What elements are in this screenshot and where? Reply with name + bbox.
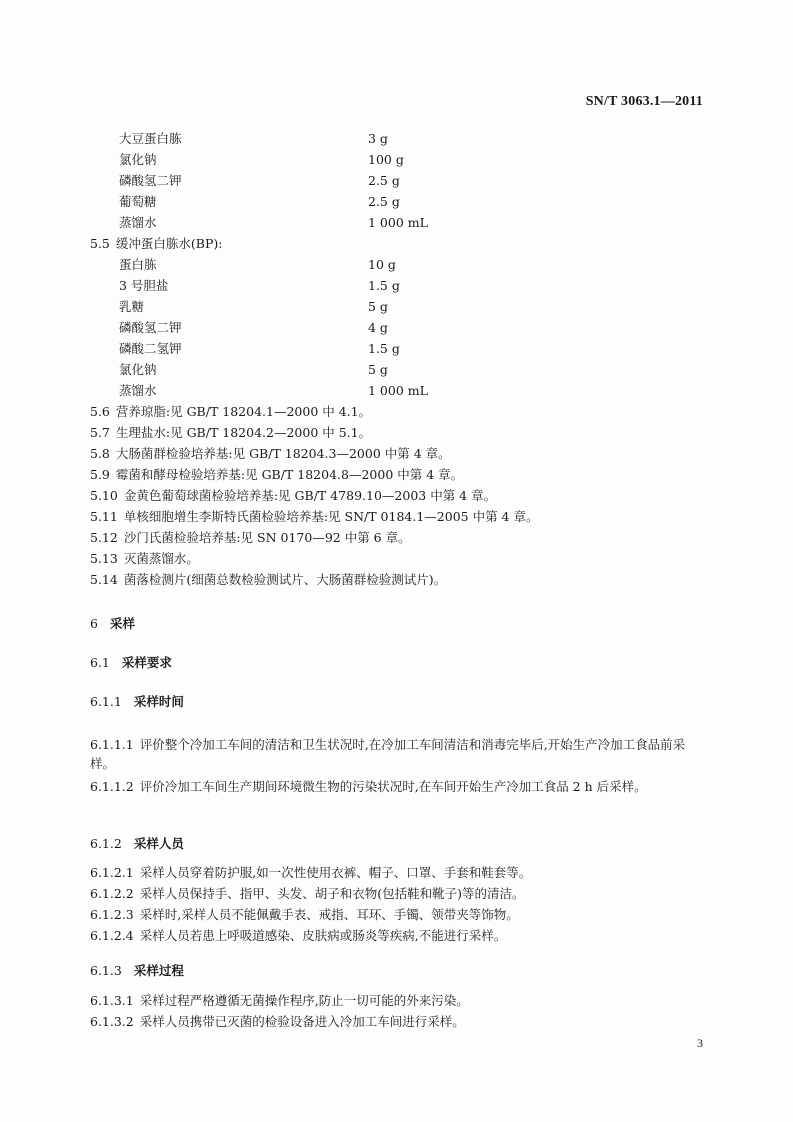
heading-title: 采样时间 [133,694,184,709]
ingredient-name: 磷酸二氢钾 [119,341,182,356]
ingredient-qty: 3 g [368,131,388,146]
heading-6 [90,616,135,632]
ingredient-qty: 1.5 g [368,341,400,356]
ingredient-name: 氯化钠 [119,362,157,377]
item-text: 采样人员穿着防护服,如一次性使用衣裤、帽子、口罩、手套和鞋套等。 [139,865,532,880]
item-number: 5.13 [90,551,118,566]
ingredient-name: 氯化钠 [119,152,157,167]
standard-code: SN/T 3063.1—2011 [585,94,703,109]
item-number: 5.9 [90,467,110,482]
heading-number: 6.1 [90,655,110,670]
ingredient-name: 磷酸氢二钾 [119,173,182,188]
item-number: 6.1.2.4 [90,928,134,943]
paragraph-6-1-1-2 [90,777,702,796]
item-number: 5.8 [90,446,110,461]
ingredient-qty: 4 g [368,320,388,335]
heading-title: 采样人员 [133,836,184,851]
item-text: 霉菌和酵母检验培养基:见 GB/T 18204.8—2000 中第 4 章。 [115,467,464,482]
item-5-13 [90,551,199,567]
item-text: 菌落检测片(细菌总数检验测试片、大肠菌群检验测试片)。 [123,572,447,587]
item-text: 采样时,采样人员不能佩戴手表、戒指、耳环、手镯、领带夹等饰物。 [139,907,519,922]
item-6-1-2-3 [90,907,519,923]
heading-title: 采样要求 [121,655,172,670]
item-number: 5.12 [90,530,118,545]
ingredient-qty: 10 g [368,257,396,272]
item-6-1-2-2 [90,886,525,902]
item-6-1-2-4 [90,928,506,944]
heading-6-1-2 [90,836,184,852]
item-text: 单核细胞增生李斯特氏菌检验培养基:见 SN/T 0184.1—2005 中第 4 章。 [123,509,539,524]
item-text: 采样人员若患上呼吸道感染、皮肤病或肠炎等疾病,不能进行采样。 [139,928,507,943]
item-text: 大肠菌群检验培养基:见 GB/T 18204.3—2000 中第 4 章。 [115,446,451,461]
item-text: 生理盐水:见 GB/T 18204.2—2000 中 5.1。 [115,425,372,440]
heading-number: 6 [90,616,98,631]
ingredient-name: 3 号胆盐 [119,278,169,293]
section-5-5 [90,236,222,252]
heading-title: 采样过程 [133,963,184,978]
ingredient-qty: 2.5 g [368,194,400,209]
paragraph-number: 6.1.1.1 [90,737,134,752]
item-text: 营养琼脂:见 GB/T 18204.1—2000 中 4.1。 [115,404,372,419]
item-6-1-3-1 [90,993,469,1009]
item-5-12 [90,530,411,546]
heading-number: 6.1.3 [90,963,122,978]
item-text: 采样过程严格遵循无菌操作程序,防止一切可能的外来污染。 [139,993,469,1008]
ingredient-qty: 1 000 mL [368,383,428,398]
heading-number: 6.1.2 [90,836,122,851]
item-5-6 [90,404,371,420]
ingredient-qty: 2.5 g [368,173,400,188]
page-number: 3 [697,1036,703,1050]
item-text: 采样人员保持手、指甲、头发、胡子和衣物(包括鞋和靴子)等的清洁。 [139,886,525,901]
ingredient-qty: 5 g [368,299,388,314]
item-number: 6.1.2.2 [90,886,134,901]
ingredient-qty: 1.5 g [368,278,400,293]
ingredient-name: 蛋白胨 [119,257,157,272]
item-number: 5.11 [90,509,118,524]
item-number: 5.14 [90,572,118,587]
paragraph-text: 评价冷加工车间生产期间环境微生物的污染状况时,在车间开始生产冷加工食品 2 h 后采样。 [139,779,647,794]
item-6-1-2-1 [90,865,531,881]
ingredient-qty: 100 g [368,152,404,167]
item-text: 金黄色葡萄球菌检验培养基:见 GB/T 4789.10—2003 中第 4 章。 [123,488,497,503]
ingredient-qty: 5 g [368,362,388,377]
heading-6-1 [90,655,172,671]
heading-6-1-3 [90,963,184,979]
heading-6-1-1 [90,694,184,710]
section-text: 缓冲蛋白胨水(BP): [115,236,223,251]
item-number: 5.10 [90,488,118,503]
ingredient-name: 蒸馏水 [119,383,157,398]
item-text: 沙门氏菌检验培养基:见 SN 0170—92 中第 6 章。 [123,530,411,545]
ingredient-name: 磷酸氢二钾 [119,320,182,335]
ingredient-name: 蒸馏水 [119,215,157,230]
paragraph-number: 6.1.1.2 [90,779,134,794]
item-number: 5.7 [90,425,110,440]
section-number: 5.5 [90,236,110,251]
item-number: 6.1.3.1 [90,993,134,1008]
ingredient-name: 乳糖 [119,299,145,314]
ingredient-qty: 1 000 mL [368,215,428,230]
item-number: 6.1.3.2 [90,1014,134,1029]
heading-number: 6.1.1 [90,694,122,709]
item-5-7 [90,425,371,441]
item-6-1-3-2 [90,1014,465,1030]
item-text: 灭菌蒸馏水。 [123,551,199,566]
paragraph-text: 评价整个冷加工车间的清洁和卫生状况时,在冷加工车间清洁和消毒完毕后,开始生产冷加工食品前采样。 [90,737,686,771]
item-number: 6.1.2.3 [90,907,134,922]
item-5-8 [90,446,451,462]
item-number: 6.1.2.1 [90,865,134,880]
item-5-10 [90,488,496,504]
item-number: 5.6 [90,404,110,419]
item-text: 采样人员携带已灭菌的检验设备进入冷加工车间进行采样。 [139,1014,465,1029]
ingredient-name: 大豆蛋白胨 [119,131,182,146]
item-5-11 [90,509,538,525]
heading-title: 采样 [109,616,135,631]
ingredient-name: 葡萄糖 [119,194,157,209]
item-5-9 [90,467,463,483]
paragraph-6-1-1-1 [90,735,702,773]
item-5-14 [90,572,446,588]
